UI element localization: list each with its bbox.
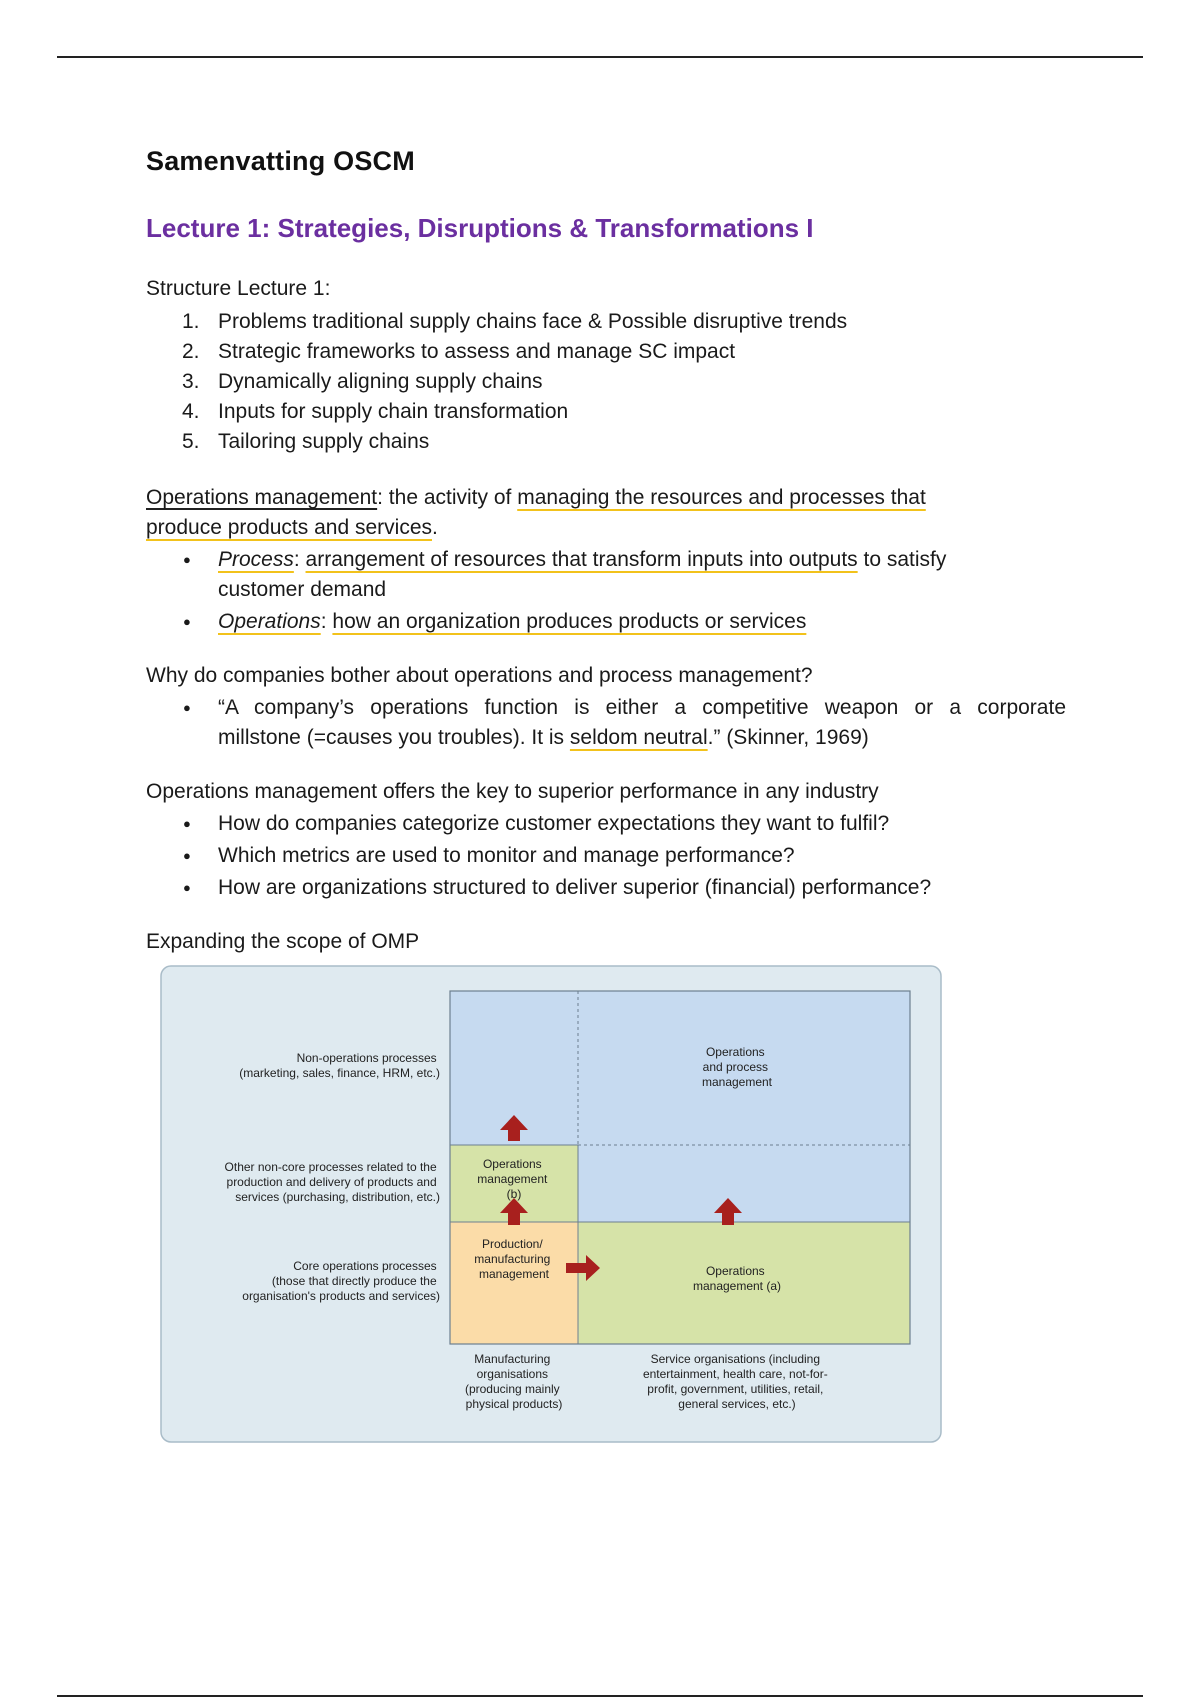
list-item: 2. Strategic frameworks to assess and manage SC impact — [182, 340, 736, 363]
key-statement: Operations management offers the key to superior performance in any industry — [146, 780, 879, 803]
list-item: ● Operations: how an organization produces products or services — [146, 607, 1066, 637]
bottom-rule — [57, 1695, 1143, 1697]
definition-term: Operations management — [146, 486, 378, 509]
figure-caption: Expanding the scope of OMP — [146, 930, 420, 953]
document-title: Samenvatting OSCM — [146, 146, 415, 176]
definition-paragraph: Operations management: the activity of managing the resources and processes that produce products and services. — [146, 486, 926, 539]
key-bullets — [146, 809, 1066, 903]
core-ops-label: Core operations processes (those that directly produce the organisation's products and services) — [242, 1259, 440, 1303]
non-ops-label: Non-operations processes (marketing, sales, finance, HRM, etc.) — [239, 1051, 440, 1080]
list-item: ● “A company’s operations function is either a competitive weapon or a corporate millstone (=causes you troubles). It is seldom neutral.” (Skinner, 1969) — [146, 693, 1066, 753]
list-item: 4. Inputs for supply chain transformation — [182, 400, 569, 423]
list-item: ● Process: arrangement of resources that transform inputs into outputs to satisfy customer demand — [146, 545, 1066, 605]
top-rule — [57, 56, 1143, 58]
document-body — [146, 146, 1066, 1448]
list-item: 5. Tailoring supply chains — [182, 430, 430, 453]
list-item: 3. Dynamically aligning supply chains — [182, 370, 543, 393]
list-item: ● Which metrics are used to monitor and manage performance? — [146, 841, 1066, 871]
service-label: Service organisations (including entertainment, health care, not-for- profit, government, utilities, retail, general services, etc.) — [642, 1352, 828, 1411]
om-b-label: Operations management (b) — [477, 1157, 548, 1201]
why-bullets — [146, 693, 1066, 753]
structure-label: Structure Lecture 1: — [146, 277, 331, 300]
production-label: Production/ manufacturing management — [474, 1237, 551, 1281]
other-noncore-label: Other non-core processes related to the production and delivery of products and services (purchasing, distribution, etc.) — [224, 1160, 440, 1204]
list-item: ● How do companies categorize customer expectations they want to fulfil? — [146, 809, 1066, 839]
lecture-heading: Lecture 1: Strategies, Disruptions & Transformations I — [146, 213, 814, 243]
definition-bullets — [146, 545, 1066, 637]
list-item: 1. Problems traditional supply chains face & Possible disruptive trends — [182, 310, 848, 333]
why-question: Why do companies bother about operations and process management? — [146, 664, 813, 687]
structure-list — [146, 307, 1066, 457]
list-item: ● How are organizations structured to deliver superior (financial) performance? — [146, 873, 1066, 903]
om-a-label: Operations management (a) — [692, 1264, 782, 1293]
omp-diagram — [160, 965, 942, 1443]
opm-label: Operations and process management — [701, 1045, 773, 1089]
omp-figure — [160, 965, 1066, 1448]
manufacturing-label: Manufacturing organisations (producing mainly physical products) — [464, 1352, 563, 1411]
